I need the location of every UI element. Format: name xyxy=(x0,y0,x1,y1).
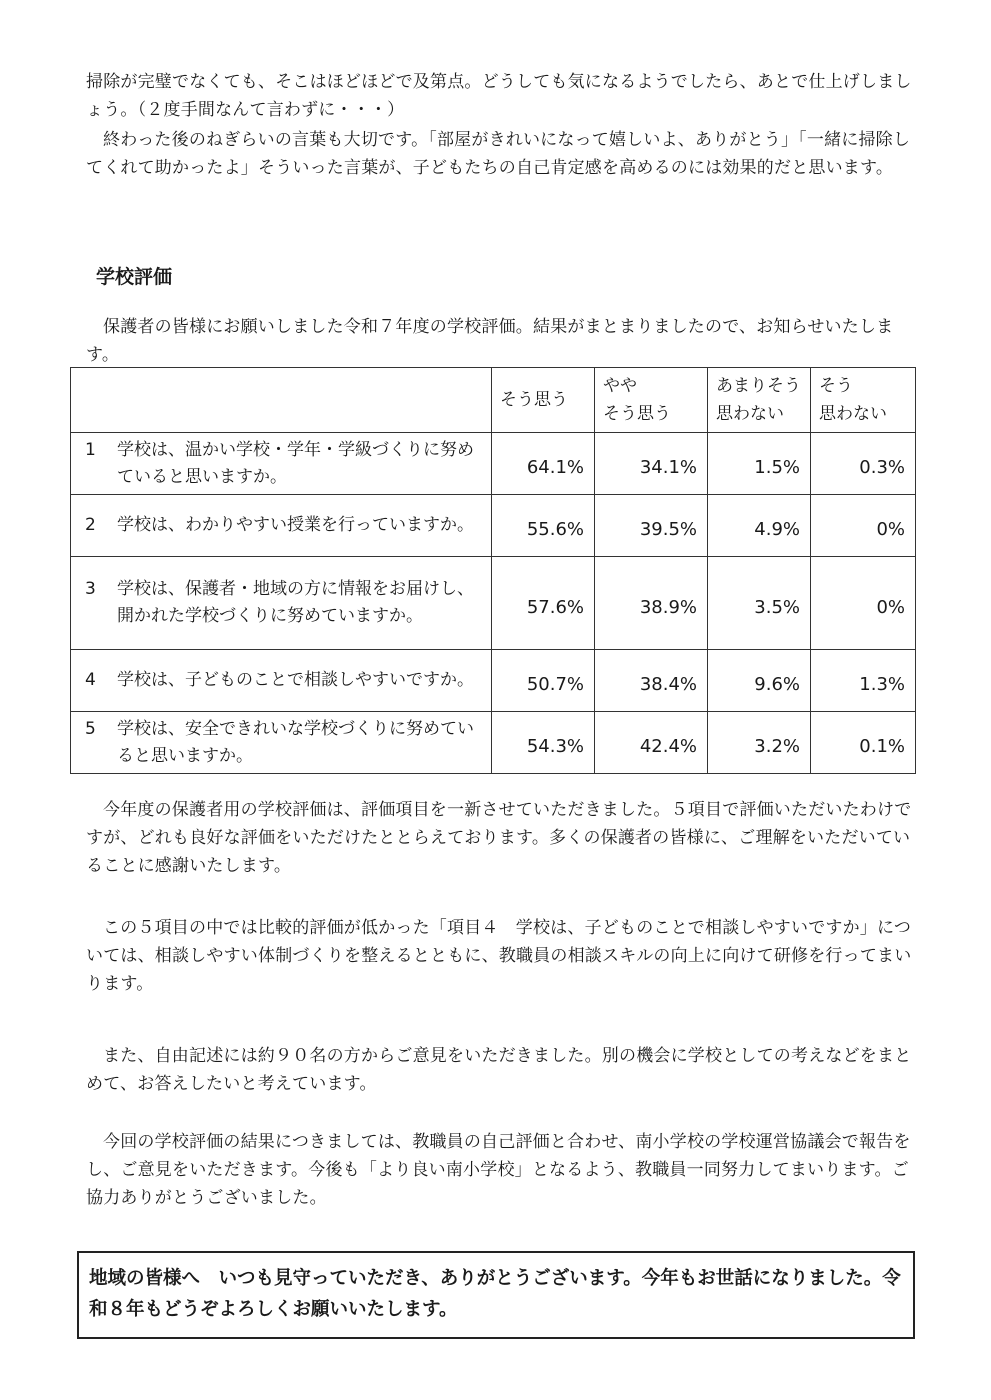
table-row xyxy=(71,495,916,557)
value-somewhat-disagree: 4.9% xyxy=(708,495,811,557)
table-row xyxy=(71,433,916,495)
body-paragraph-1: 今年度の保護者用の学校評価は、評価項目を一新させていただきました。５項目で評価いただいたわけですが、どれも良好な評価をいただけたととらえております。多くの保護者の皆様に、ご理解をいただいていることに感謝いたします。 xyxy=(86,800,912,876)
header-agree: そう思う xyxy=(492,368,595,433)
intro-paragraph-2: 終わった後のねぎらいの言葉も大切です。「部屋がきれいになって嬉しいよ、ありがとう」「一緒に掃除してくれて助かったよ」そういった言葉が、子どもたちの自己肯定感を高めるのには効果的だと思います。 xyxy=(86,130,911,178)
value-somewhat-agree: 38.9% xyxy=(595,557,708,650)
value-agree: 55.6% xyxy=(492,495,595,557)
item-question: 学校は、温かい学校・学年・学級づくりに努めていると思いますか。 xyxy=(117,439,474,487)
value-somewhat-disagree: 1.5% xyxy=(708,433,811,495)
table-header-row xyxy=(71,368,916,433)
table-row xyxy=(71,650,916,712)
value-somewhat-agree: 39.5% xyxy=(595,495,708,557)
body-paragraph-3: また、自由記述には約９０名の方からご意見をいただきました。別の機会に学校としての考えなどをまとめて、お答えしたいと考えています。 xyxy=(86,1046,912,1094)
item-question: 学校は、保護者・地域の方に情報をお届けし、開かれた学校づくりに努めていますか。 xyxy=(117,579,474,626)
section-title: 学校評価 xyxy=(96,266,173,288)
value-agree: 64.1% xyxy=(492,433,595,495)
evaluation-table xyxy=(70,367,916,774)
header-somewhat-disagree: あまりそう 思わない xyxy=(708,368,811,433)
value-somewhat-disagree: 3.5% xyxy=(708,557,811,650)
value-disagree: 1.3% xyxy=(811,650,916,712)
header-somewhat-agree: やや そう思う xyxy=(595,368,708,433)
value-somewhat-agree: 34.1% xyxy=(595,433,708,495)
value-somewhat-agree: 38.4% xyxy=(595,650,708,712)
item-number: 3 xyxy=(85,579,96,599)
value-agree: 54.3% xyxy=(492,712,595,774)
body-paragraph-2: この５項目の中では比較的評価が低かった「項目４ 学校は、子どものことで相談しやすいですか」については、相談しやすい体制づくりを整えるとともに、教職員の相談スキルの向上に向けて研修を行ってまいります。 xyxy=(86,918,912,994)
item-number: 5 xyxy=(85,718,96,739)
item-number: 2 xyxy=(85,515,96,535)
section-lead: 保護者の皆様にお願いしました令和７年度の学校評価。結果がまとまりましたので、お知らせいたします。 xyxy=(86,317,894,365)
item-number: 4 xyxy=(85,670,96,690)
intro-paragraph-1: 掃除が完璧でなくても、そこはほどほどで及第点。どうしても気になるようでしたら、あとで仕上げしましょう。（２度手間なんて言わずに・・・） xyxy=(86,72,912,120)
value-agree: 50.7% xyxy=(492,650,595,712)
header-blank xyxy=(71,368,492,433)
community-notice-text: 地域の皆様へ いつも見守っていただき、ありがとうございます。今年もお世話になりました。令和８年もどうぞよろしくお願いいたします。 xyxy=(89,1268,901,1320)
value-somewhat-disagree: 9.6% xyxy=(708,650,811,712)
item-question: 学校は、子どものことで相談しやすいですか。 xyxy=(117,670,474,690)
header-disagree: そう 思わない xyxy=(811,368,916,433)
value-agree: 57.6% xyxy=(492,557,595,650)
body-paragraph-4: 今回の学校評価の結果につきましては、教職員の自己評価と合わせ、南小学校の学校運営協議会で報告をし、ご意見をいただきます。今後も「より良い南小学校」となるよう、教職員一同努力してまいります。ご協力ありがとうございました。 xyxy=(86,1132,911,1208)
value-disagree: 0.1% xyxy=(811,712,916,774)
value-disagree: 0.3% xyxy=(811,433,916,495)
value-disagree: 0% xyxy=(811,557,916,650)
value-disagree: 0% xyxy=(811,495,916,557)
item-question: 学校は、安全できれいな学校づくりに努めていると思いますか。 xyxy=(117,718,474,766)
value-somewhat-agree: 42.4% xyxy=(595,712,708,774)
value-somewhat-disagree: 3.2% xyxy=(708,712,811,774)
community-notice-box xyxy=(77,1251,915,1339)
table-row xyxy=(71,712,916,774)
item-number: 1 xyxy=(85,439,96,460)
item-question: 学校は、わかりやすい授業を行っていますか。 xyxy=(117,515,474,535)
table-row xyxy=(71,557,916,650)
